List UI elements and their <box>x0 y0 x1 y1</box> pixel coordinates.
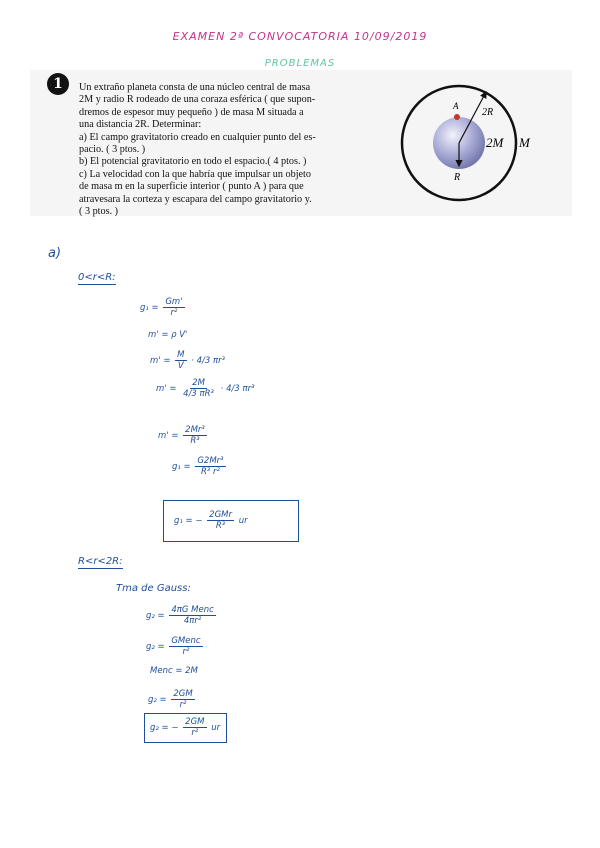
formula-numerator: 2GM <box>173 689 193 699</box>
formula-numerator: GMenc <box>171 636 201 646</box>
formula-numerator: 2M <box>192 378 205 388</box>
problem-part-a: a) El campo gravitatorio creado en cualquier punto del es- <box>79 131 316 143</box>
problem-part-b: b) El potencial gravitatorio en todo el espacio.( 4 ptos. ) <box>79 156 307 168</box>
formula-lhs: g₂ = <box>146 611 165 621</box>
problem-text <box>79 82 369 218</box>
problem-line: una distancia 2R. Determinar: <box>79 119 202 131</box>
formula-lhs: m' = <box>156 384 177 394</box>
formula-numerator: 4πG Menc <box>171 605 214 615</box>
formula-denominator: R³ <box>190 436 200 446</box>
problem-part-c: c) La velocidad con la que habría que impulsar un objeto <box>79 168 311 180</box>
formula-g2-result <box>150 717 220 738</box>
formula-lhs: m' = <box>150 356 171 366</box>
formula-numerator: M <box>177 350 185 360</box>
formula-unit-vector: ur <box>238 516 248 526</box>
problem-part-a-cont: pacio. ( 3 ptos. ) <box>79 144 146 156</box>
formula-lhs: g₁ = − <box>174 516 203 526</box>
formula-denominator: 4πr² <box>183 616 202 626</box>
result-box-g1 <box>163 500 299 542</box>
formula-g2-simplified <box>146 636 205 657</box>
result-box-g2 <box>144 713 227 743</box>
formula-denominator: r² <box>182 647 190 657</box>
formula-denominator: r² <box>170 308 178 318</box>
problem-line: Un extraño planeta consta de una núcleo central de masa <box>79 82 311 93</box>
formula-numerator: Gm' <box>165 297 183 307</box>
label-m: M <box>519 135 530 150</box>
formula-mass-ratio <box>150 350 225 371</box>
formula-denominator: r² <box>179 700 187 710</box>
formula-denominator: r² <box>191 728 199 738</box>
problem-line: dremos de espesor muy pequeño ) de masa M situada a <box>79 106 304 118</box>
formula-denominator: 4/3 πR³ <box>183 389 214 399</box>
point-a-marker <box>454 114 460 120</box>
label-a: A <box>453 101 459 111</box>
formula-denominator: R³ <box>215 521 226 531</box>
formula-g2-gauss <box>146 605 218 626</box>
formula-enclosed-mass: Menc = 2M <box>150 666 198 676</box>
region-2-heading: R<r<2R: <box>78 556 123 567</box>
formula-g1-definition <box>140 297 187 318</box>
formula-mass-substituted <box>156 378 254 399</box>
problem-statement-box <box>30 70 572 216</box>
formula-mass-result <box>158 425 209 446</box>
label-2r: 2R <box>482 107 494 118</box>
formula-g1-result <box>174 510 248 531</box>
problem-part-c-cont: atravesara la corteza y escapara del campo gravitatorio y. <box>79 193 312 205</box>
formula-rhs: · 4/3 πr³ <box>220 384 255 394</box>
section-title: PROBLEMAS <box>264 58 336 69</box>
part-a-label: a) <box>48 246 62 261</box>
label-2m: 2M <box>486 135 504 150</box>
formula-numerator: 2GMr <box>209 510 232 520</box>
formula-numerator: 2GM <box>185 717 205 727</box>
planet-diagram <box>398 80 548 210</box>
problem-number-badge: 1 <box>47 73 69 95</box>
formula-lhs: g₁ = <box>140 303 159 313</box>
region-1-heading: 0<r<R: <box>78 272 116 283</box>
formula-denominator: R³ r² <box>201 467 220 477</box>
problem-part-c-cont: de masa m en la superficie interior ( punto A ) para que <box>79 181 304 193</box>
problem-line: 2M y radio R rodeado de una coraza esférica ( que supon- <box>79 94 316 106</box>
formula-numerator: G2Mr³ <box>197 456 224 466</box>
formula-lhs: g₂ = <box>146 642 165 652</box>
exam-title: EXAMEN 2ª CONVOCATORIA 10/09/2019 <box>172 30 428 43</box>
formula-lhs: g₁ = <box>172 462 191 472</box>
gauss-theorem-label: Tma de Gauss: <box>116 583 191 594</box>
formula-g1-substituted <box>172 456 228 477</box>
problem-part-c-cont: ( 3 ptos. ) <box>79 206 119 218</box>
formula-lhs: m' = <box>158 431 179 441</box>
label-r: R <box>454 172 461 183</box>
formula-lhs: g₂ = − <box>150 723 179 733</box>
formula-g2-substituted <box>148 689 197 710</box>
formula-unit-vector: ur <box>211 723 221 733</box>
formula-denominator: V <box>177 361 184 371</box>
formula-numerator: 2Mr³ <box>185 425 205 435</box>
formula-rhs: · 4/3 πr³ <box>191 356 226 366</box>
formula-mass-density: m' = ρ V' <box>148 330 188 340</box>
formula-lhs: g₂ = <box>148 695 167 705</box>
